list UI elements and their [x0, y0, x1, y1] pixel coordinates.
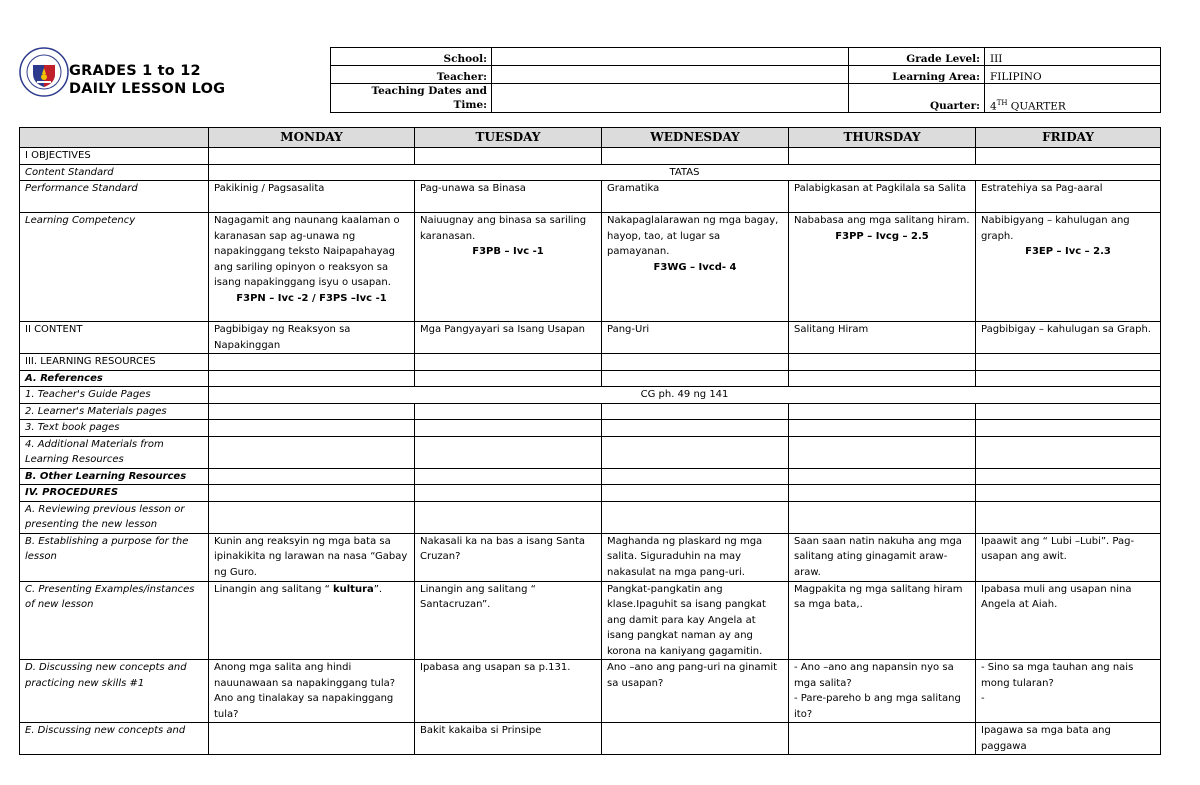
performance-standard-thursday: Palabigkasan at Pagkilala sa Salita: [789, 181, 976, 213]
teachers-guide-row: [20, 387, 1161, 404]
textbook-pages-row: [20, 420, 1161, 437]
grade-level-label: Grade Level:: [849, 48, 985, 66]
procedure-c-wednesday: Pangkat-pangkatin ang klase.Ipaguhit sa isang pangkat ang damit para kay Angela at isang pangkat naman ay ang korona na kaniyang gagamitin.: [602, 581, 789, 660]
grade-level-value[interactable]: III: [985, 48, 1161, 66]
content-tuesday: Mga Pangyayari sa Isang Usapan: [415, 322, 602, 354]
day-friday: FRIDAY: [976, 128, 1161, 148]
procedure-e-tuesday: Bakit kakaiba si Prinsipe: [415, 723, 602, 755]
learning-competency-wednesday: Nakapaglalarawan ng mga bagay, hayop, tao, at lugar sa pamayanan. F3WG – Ivcd- 4: [602, 213, 789, 322]
quarter-label: Quarter:: [849, 84, 985, 113]
procedure-c-row: [20, 581, 1161, 660]
competency-code: F3PP – Ivcg – 2.5: [835, 230, 929, 242]
content-standard-row: [20, 164, 1161, 181]
document-title: [69, 62, 225, 98]
days-header-row: [20, 128, 1161, 148]
procedure-e-label: E. Discussing new concepts and: [20, 723, 209, 755]
procedure-b-monday: Kunin ang reaksyin ng mga bata sa ipinakikita ng larawan na nasa “Gabay ng Guro.: [209, 533, 415, 581]
procedure-b-label: B. Establishing a purpose for the lesson: [20, 533, 209, 581]
procedure-e-friday: Ipagawa sa mga bata ang paggawa: [976, 723, 1161, 755]
content-standard-label: Content Standard: [20, 164, 209, 181]
content-standard-value: TATAS: [209, 164, 1161, 181]
teachers-guide-label: 1. Teacher's Guide Pages: [20, 387, 209, 404]
procedure-d-tuesday: Ipabasa ang usapan sa p.131.: [415, 660, 602, 723]
content-label: II CONTENT: [20, 322, 209, 354]
content-row: [20, 322, 1161, 354]
day-thursday: THURSDAY: [789, 128, 976, 148]
deped-seal-logo: [19, 47, 69, 97]
additional-materials-label: 4. Additional Materials from Learning Resources: [20, 436, 209, 468]
teachers-guide-value: CG ph. 49 ng 141: [209, 387, 1161, 404]
content-friday: Pagbibigay – kahulugan sa Graph.: [976, 322, 1161, 354]
procedure-a-label: A. Reviewing previous lesson or presenting the new lesson: [20, 501, 209, 533]
content-monday: Pagbibigay ng Reaksyon sa Napakinggan: [209, 322, 415, 354]
day-wednesday: WEDNESDAY: [602, 128, 789, 148]
header-info-table: [330, 47, 1161, 113]
learning-area-value[interactable]: FILIPINO: [985, 66, 1161, 84]
procedure-d-row: [20, 660, 1161, 723]
textbook-pages-label: 3. Text book pages: [20, 420, 209, 437]
school-value[interactable]: [492, 48, 849, 66]
learning-area-label: Learning Area:: [849, 66, 985, 84]
learners-materials-row: [20, 403, 1161, 420]
performance-standard-wednesday: Gramatika: [602, 181, 789, 213]
objectives-label: I OBJECTIVES: [20, 148, 209, 165]
procedure-b-row: [20, 533, 1161, 581]
learning-resources-row: [20, 354, 1161, 371]
procedure-b-friday: Ipaawit ang “ Lubi –Lubi”. Pag-usapan ang awit.: [976, 533, 1161, 581]
competency-code: F3PB – Ivc -1: [472, 246, 544, 257]
quarter-value[interactable]: 4TH QUARTER: [985, 84, 1161, 113]
performance-standard-tuesday: Pag-unawa sa Binasa: [415, 181, 602, 213]
performance-standard-label: Performance Standard: [20, 181, 209, 213]
procedure-e-row: [20, 723, 1161, 755]
references-label: A. References: [20, 370, 209, 387]
school-label: School:: [331, 48, 492, 66]
procedure-d-label: D. Discussing new concepts and practicing new skills #1: [20, 660, 209, 723]
title-line-2: DAILY LESSON LOG: [69, 81, 226, 97]
objectives-row: [20, 148, 1161, 165]
competency-code: F3EP – Ivc – 2.3: [1025, 246, 1111, 257]
procedure-c-friday: Ipabasa muli ang usapan nina Angela at Aiah.: [976, 581, 1161, 660]
learning-competency-friday: Nabibigyang – kahulugan ang graph. F3EP – Ivc – 2.3: [976, 213, 1161, 322]
procedure-c-tuesday: Linangin ang salitang “ Santacruzan”.: [415, 581, 602, 660]
procedures-label: IV. PROCEDURES: [20, 485, 209, 502]
additional-materials-row: [20, 436, 1161, 468]
day-tuesday: TUESDAY: [415, 128, 602, 148]
procedure-c-thursday: Magpakita ng mga salitang hiram sa mga bata,.: [789, 581, 976, 660]
procedure-d-monday: Anong mga salita ang hindi nauunawaan sa napakinggang tula? Ano ang tinalakay sa napakinggang tula?: [209, 660, 415, 723]
learning-competency-monday: Nagagamit ang naunang kaalaman o karanasan sap ag-unawa ng napakinggang teksto Naipapahayag ang sariling opinyon o reaksyon sa isang napakinggang isyu o usapan. F3PN – Ivc -2 / F3PS –Ivc -1: [209, 213, 415, 322]
content-wednesday: Pang-Uri: [602, 322, 789, 354]
procedure-a-row: [20, 501, 1161, 533]
day-monday: MONDAY: [209, 128, 415, 148]
competency-code: F3PN – Ivc -2 / F3PS –Ivc -1: [236, 292, 387, 304]
teacher-value[interactable]: [492, 66, 849, 84]
daily-lesson-log-table: [19, 127, 1161, 755]
performance-standard-row: [20, 181, 1161, 213]
learning-resources-label: III. LEARNING RESOURCES: [20, 354, 209, 371]
procedure-c-monday: Linangin ang salitang “ kultura”.: [209, 581, 415, 660]
corner-cell: [20, 128, 209, 148]
procedure-b-thursday: Saan saan natin nakuha ang mga salitang ating ginagamit araw-araw.: [789, 533, 976, 581]
procedure-c-label: C. Presenting Examples/instances of new lesson: [20, 581, 209, 660]
procedure-d-wednesday: Ano –ano ang pang-uri na ginamit sa usapan?: [602, 660, 789, 723]
performance-standard-monday: Pakikinig / Pagsasalita: [209, 181, 415, 213]
procedure-d-friday: - Sino sa mga tauhan ang nais mong tularan? -: [976, 660, 1161, 723]
other-resources-label: B. Other Learning Resources: [20, 468, 209, 485]
teaching-dates-value[interactable]: [492, 84, 849, 113]
learning-competency-label: Learning Competency: [20, 213, 209, 322]
procedure-d-thursday: - Ano –ano ang napansin nyo sa mga salita? - Pare-pareho b ang mga salitang ito?: [789, 660, 976, 723]
procedures-row: [20, 485, 1161, 502]
content-thursday: Salitang Hiram: [789, 322, 976, 354]
performance-standard-friday: Estratehiya sa Pag-aaral: [976, 181, 1161, 213]
procedure-b-wednesday: Maghanda ng plaskard ng mga salita. Siguraduhin na may nakasulat na mga pang-uri.: [602, 533, 789, 581]
learning-competency-row: [20, 213, 1161, 322]
title-line-1: GRADES 1 to 12: [69, 63, 201, 79]
other-resources-row: [20, 468, 1161, 485]
references-row: [20, 370, 1161, 387]
learning-competency-tuesday: Naiuugnay ang binasa sa sariling karanasan. F3PB – Ivc -1: [415, 213, 602, 322]
learning-competency-thursday: Nababasa ang mga salitang hiram. F3PP – Ivcg – 2.5: [789, 213, 976, 322]
teacher-label: Teacher:: [331, 66, 492, 84]
procedure-b-tuesday: Nakasali ka na bas a isang Santa Cruzan?: [415, 533, 602, 581]
learners-materials-label: 2. Learner's Materials pages: [20, 403, 209, 420]
competency-code: F3WG – Ivcd- 4: [653, 261, 737, 273]
teaching-dates-label: Teaching Dates and Time:: [331, 84, 492, 113]
